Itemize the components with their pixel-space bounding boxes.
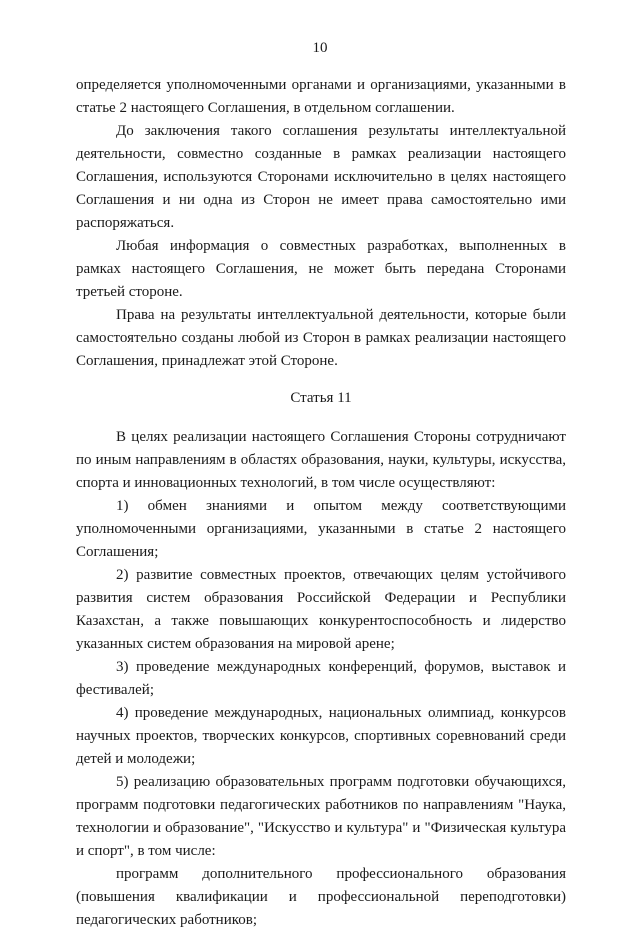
page-number: 10 — [312, 40, 328, 56]
list-item: 1) обмен знаниями и опытом между соответствующими уполномоченными организациями, указанными в статье 2 настоящего Соглашения; — [76, 498, 566, 560]
list-item: 5) реализацию образовательных программ подготовки обучающихся, программ подготовки педагогических работников по направлениям "Наука, технологии и образование", "Искусство и культура" и "Физическая культура и спорт", в том числе: — [76, 774, 566, 859]
paragraph: определяется уполномоченными органами и организациями, указанными в статье 2 настоящего Соглашения, в отдельном соглашении. — [76, 77, 566, 116]
paragraph: Права на результаты интеллектуальной деятельности, которые были самостоятельно созданы любой из Сторон в рамках реализации настоящего Соглашения, принадлежат этой Стороне. — [76, 307, 566, 369]
list-item: 2) развитие совместных проектов, отвечающих целям устойчивого развития систем образования Российской Федерации и Республики Казахстан, а также повышающих конкурентоспособность и лидерство указанных систем образования на мировой арене; — [76, 567, 566, 652]
list-item: программ дополнительного профессионального образования (повышения квалификации и профессиональной переподготовки) педагогических работников; — [76, 866, 566, 928]
paragraph: До заключения такого соглашения результаты интеллектуальной деятельности, совместно созданные в рамках реализации настоящего Соглашения, используются Сторонами исключительно в целях настоящего Соглашения и ни одна из Сторон не имеет права самостоятельно ими распоряжаться. — [76, 123, 566, 231]
paragraph: В целях реализации настоящего Соглашения Стороны сотрудничают по иным направлениям в областях образования, науки, культуры, искусства, спорта и инновационных технологий, в том числе осуществляют: — [76, 429, 566, 491]
list-item: 3) проведение международных конференций, форумов, выставок и фестивалей; — [76, 659, 566, 698]
paragraph: Любая информация о совместных разработках, выполненных в рамках настоящего Соглашения, не может быть передана Сторонами третьей стороне. — [76, 238, 566, 300]
document-body — [76, 74, 566, 932]
list-item: 4) проведение международных, национальных олимпиад, конкурсов научных проектов, творческих конкурсов, спортивных соревнований среди детей и молодежи; — [76, 705, 566, 767]
article-heading: Статья 11 — [290, 390, 352, 406]
